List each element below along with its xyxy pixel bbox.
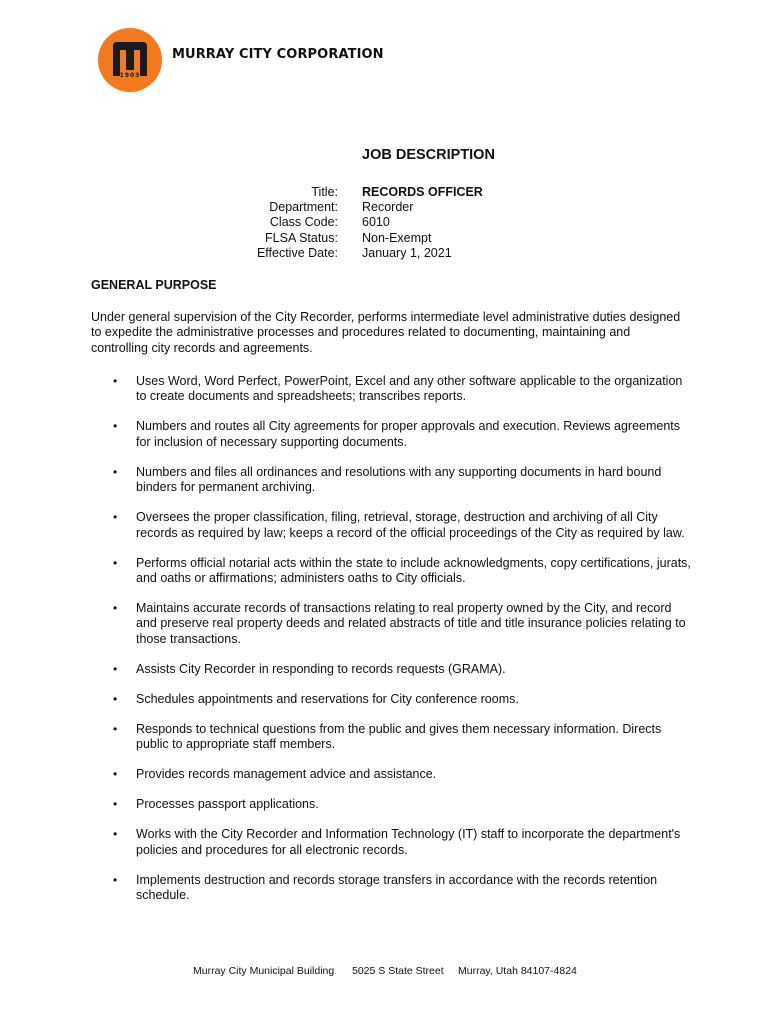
- list-item: [91, 465, 691, 496]
- duty-text: Oversees the proper classification, filing, retrieval, storage, destruction and archiving of all City records as required by law; keeps a record of the official proceedings of the City as required by law.: [136, 510, 685, 540]
- meta-labels: [257, 185, 338, 261]
- list-item: [91, 692, 691, 707]
- duty-text: Schedules appointments and reservations for City conference rooms.: [136, 691, 519, 706]
- list-item: [91, 662, 691, 677]
- bullet-icon: •: [113, 555, 118, 570]
- bullet-icon: •: [113, 510, 118, 525]
- organization-name: MURRAY CITY CORPORATION: [172, 47, 384, 62]
- bullet-icon: •: [113, 661, 118, 676]
- bullet-icon: •: [113, 827, 118, 842]
- bullet-icon: •: [113, 767, 118, 782]
- bullet-icon: •: [113, 872, 118, 887]
- list-item: [91, 601, 691, 647]
- list-item: [91, 767, 691, 782]
- footer-building: Murray City Municipal Building: [193, 965, 335, 977]
- duty-text: Processes passport applications.: [136, 797, 319, 812]
- list-item: [91, 722, 691, 753]
- bullet-icon: •: [113, 374, 118, 388]
- meta-value-department: Recorder: [362, 200, 414, 215]
- document-heading: JOB DESCRIPTION: [362, 147, 495, 163]
- meta-value-class-code: 6010: [362, 215, 390, 230]
- murray-m-logo-icon: [98, 28, 162, 92]
- meta-label-flsa-status: FLSA Status:: [265, 230, 338, 245]
- bullet-icon: •: [113, 464, 118, 479]
- list-item: [91, 797, 691, 812]
- bullet-icon: •: [113, 797, 118, 812]
- general-purpose-paragraph: Under general supervision of the City Recorder, performs intermediate level administrative duties designed to expedite the administrative processes and procedures related to documenting, maintaining and controlling city records and agreements.: [91, 310, 681, 355]
- meta-values: [362, 185, 483, 261]
- meta-value-flsa-status: Non-Exempt: [362, 230, 432, 245]
- duty-text: Assists City Recorder in responding to records requests (GRAMA).: [136, 661, 506, 676]
- duties-list: [91, 374, 691, 918]
- list-item: [91, 827, 691, 858]
- duty-text: Maintains accurate records of transactions relating to real property owned by the City, and record and preserve real property deeds and related abstracts of title and title insurance policies relating to those transactions.: [136, 601, 686, 646]
- duty-text: Works with the City Recorder and Information Technology (IT) staff to incorporate the department's policies and procedures for all electronic records.: [136, 827, 681, 857]
- duty-text: Responds to technical questions from the public and gives them necessary information. Directs public to appropriate staff members.: [136, 721, 662, 752]
- meta-value-effective-date: January 1, 2021: [362, 245, 452, 260]
- section-title-general-purpose: GENERAL PURPOSE: [91, 278, 217, 292]
- meta-label-class-code: Class Code:: [269, 215, 338, 230]
- meta-value-title: RECORDS OFFICER: [362, 185, 483, 199]
- bullet-icon: •: [113, 601, 118, 616]
- duty-text: Implements destruction and records storage transfers in accordance with the records retention schedule.: [136, 872, 658, 903]
- murray-city-logo: [98, 28, 162, 92]
- duty-text: Numbers and routes all City agreements for proper approvals and execution. Reviews agreements for inclusion of necessary supporting documents.: [136, 419, 681, 449]
- bullet-icon: •: [113, 691, 118, 706]
- bullet-icon: •: [113, 721, 118, 736]
- list-item: [91, 556, 691, 587]
- bullet-icon: •: [113, 419, 118, 434]
- meta-label-title: Title:: [311, 185, 338, 199]
- footer-street: 5025 S State Street: [352, 965, 444, 977]
- duty-text: Uses Word, Word Perfect, PowerPoint, Excel and any other software applicable to the organization to create documents and spreadsheets; transcribes reports.: [136, 374, 683, 404]
- duty-text: Provides records management advice and assistance.: [136, 767, 437, 782]
- list-item: [91, 873, 691, 904]
- meta-label-effective-date: Effective Date:: [256, 245, 338, 260]
- logo-year: 1903: [119, 72, 141, 79]
- duty-text: Performs official notarial acts within the state to include acknowledgments, copy certifications, jurats, and oaths or affirmations; administers oaths to City officials.: [136, 555, 691, 586]
- meta-label-department: Department:: [269, 200, 338, 215]
- list-item: [91, 374, 691, 405]
- list-item: [91, 510, 691, 541]
- footer-city: Murray, Utah 84107-4824: [458, 965, 577, 977]
- duty-text: Numbers and files all ordinances and resolutions with any supporting documents in hard bound binders for permanent archiving.: [136, 464, 662, 495]
- list-item: [91, 419, 691, 450]
